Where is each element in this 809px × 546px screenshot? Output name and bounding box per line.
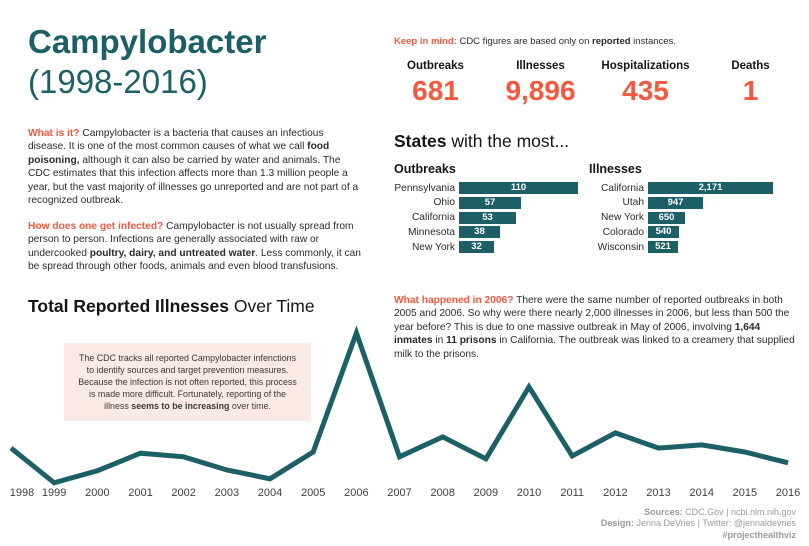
title-line1: Campylobacter [28,23,267,60]
bar-category-label: Ohio [433,197,455,209]
outbreaks-bar-chart [393,182,578,256]
text-segment: Total Reported Illnesses [28,296,229,316]
footer-design-text: Jenna DeVries | Twitter: @jennaldevries [633,518,796,528]
bar-category-label: New York [600,212,644,224]
page-title [28,22,266,102]
x-axis-tick-label: 2005 [300,487,326,499]
bar-row [588,182,773,194]
stat-deaths [698,60,803,107]
x-axis-tick-label: 2003 [214,487,240,499]
x-axis-tick-label: 2015 [732,487,758,499]
x-axis-tick-label: 2001 [128,487,153,499]
line-chart-heading [28,296,315,317]
illnesses-chart-title: Illnesses [589,162,642,176]
bar-row [588,212,773,224]
bar-value-label: 540 [655,226,672,238]
what-is-it-paragraph [28,127,362,207]
text-segment: There were the same number of reported outbreaks in both 2005 and 2006. So why were there nearly 2,000 illnesses in 2006, but less than 500 the year before? This is due to one massive outbreak in May of 2006, involving [394,295,790,333]
stat-value: 681 [412,75,459,106]
how-infected-heading: How does one get infected? [28,221,164,232]
text-segment: Over Time [228,296,315,316]
stat-hospitalizations [593,60,698,107]
footer-credits [601,507,796,542]
how-infected-paragraph [28,220,362,274]
what-happened-2006-heading: What happened in 2006? [394,295,514,306]
x-axis-tick-label: 2002 [171,487,196,499]
bar-category-label: Minnesota [407,226,455,238]
outbreaks-chart-title: Outbreaks [394,162,456,176]
x-axis-tick-label: 2011 [560,487,585,499]
text-segment: 1,644 inmates [394,321,761,347]
bar [459,241,494,253]
text-segment: reported [592,36,631,47]
stat-illnesses [488,60,593,107]
bar-row [588,241,773,253]
text-segment: instances. [630,36,676,47]
x-axis-tick-label: 2009 [473,487,499,499]
text-segment: The CDC tracks all reported Campylobacter infenctions to identify sources and target prevention measures. Because the infection is not often reported, this process is made more difficult. Fortunately, reporting of the illness [78,353,297,411]
footer-sources-line [601,507,796,519]
footer-hashtag-line [601,530,796,542]
bar-row [393,241,578,253]
bar-category-label: California [600,182,644,194]
stat-label: Hospitalizations [601,60,690,72]
what-is-it-text [28,128,358,206]
text-segment: Campylobacter is not usually spread from person to person. Infections are generally associated with raw or undercooked [28,221,354,259]
bar-row [393,182,578,194]
text-segment: in [432,335,447,347]
bar-value-label: 521 [655,241,671,253]
bar [459,226,500,238]
stat-value: 9,896 [505,75,576,106]
stat-label: Outbreaks [407,60,464,72]
bar-value-label: 2,171 [698,182,723,193]
keep-in-mind-text [457,36,676,47]
text-segment: in California. The outbreak was linked to a creamery that supplied milk to the prisons. [394,335,795,360]
bar [459,212,516,224]
x-axis-tick-label: 2014 [689,487,714,499]
stat-label: Illnesses [516,60,565,72]
stat-label: Deaths [731,60,770,72]
illnesses-bar-chart [588,182,773,256]
summary-stats [383,60,803,107]
text-segment: 11 prisons [446,335,497,347]
bar-category-label: California [411,212,455,224]
bar-value-label: 53 [482,211,493,223]
x-axis-tick-label: 1999 [41,487,67,499]
bar [648,212,685,224]
bar-value-label: 38 [474,226,485,238]
footer-design-label: Design: [600,518,634,528]
cdc-tracking-note [64,343,311,421]
x-axis-tick-label: 1998 [9,487,35,499]
bar [648,226,679,238]
text-segment: with the most... [446,131,570,151]
bar-row [393,212,578,224]
bar-value-label: 32 [471,241,482,253]
states-section-heading [394,131,569,152]
footer-sources-text: CDC.Gov | ncbi.nlm.nih.gov [682,506,796,517]
text-segment: food poisoning, [28,141,330,166]
bar [648,182,773,194]
x-axis-tick-label: 2013 [646,487,671,499]
stat-value: 1 [742,75,759,106]
bar-value-label: 947 [667,196,684,208]
bar-category-label: New York [411,241,455,253]
bar-row [588,226,773,238]
title-line2: (1998-2016) [28,63,208,100]
stat-outbreaks [383,60,488,107]
text-segment: seems to be increasing [131,401,230,411]
bar-value-label: 110 [510,182,527,193]
bar-row [393,226,578,238]
bar-category-label: Wisconsin [597,241,644,253]
bar [648,241,678,253]
x-axis-tick-label: 2008 [430,487,455,499]
bar-category-label: Colorado [602,226,644,238]
line-chart-x-axis [0,487,809,501]
keep-in-mind-label: Keep in mind: [394,36,457,47]
x-axis-tick-label: 2004 [257,487,283,499]
stat-value: 435 [622,75,669,106]
x-axis-tick-label: 2000 [85,487,110,499]
text-segment: Campylobacter is a bacteria that causes an infectious disease. It is one of the most common causes of what we call [28,128,324,153]
text-segment: . Less commonly, it can be spread through other foods, animals and even blood transfusions. [28,247,361,273]
what-is-it-heading: What is it? [28,128,80,139]
x-axis-tick-label: 2010 [516,487,542,499]
x-axis-tick-label: 2006 [344,487,369,499]
footer-design-line [601,518,796,530]
bar-value-label: 650 [658,211,675,223]
footer-hashtag: #projecthealthviz [722,529,796,540]
keep-in-mind-note [394,36,798,47]
bar-row [588,197,773,209]
text-segment: poultry, dairy, and untreated water [89,247,256,259]
bar [459,182,578,194]
bar-row [393,197,578,209]
text-segment: over time. [229,401,271,411]
bar-category-label: Pennsylvania [394,182,455,194]
text-segment: States [394,131,447,151]
x-axis-tick-label: 2012 [603,487,628,499]
text-segment: CDC figures are based only on [456,36,592,47]
bar-value-label: 57 [484,196,496,208]
bar [459,197,521,209]
x-axis-tick-label: 2016 [775,487,801,499]
footer-sources-label: Sources: [644,506,683,517]
text-segment: although it can also be carried by water and animals. The CDC estimates that this infection affects more than 1.3 million people a year, but the vast majority of illnesses go unreported and are not part of a recognized outbreak. [28,154,359,207]
bar [648,197,703,209]
bar-category-label: Utah [622,197,644,209]
x-axis-tick-label: 2007 [387,487,412,499]
